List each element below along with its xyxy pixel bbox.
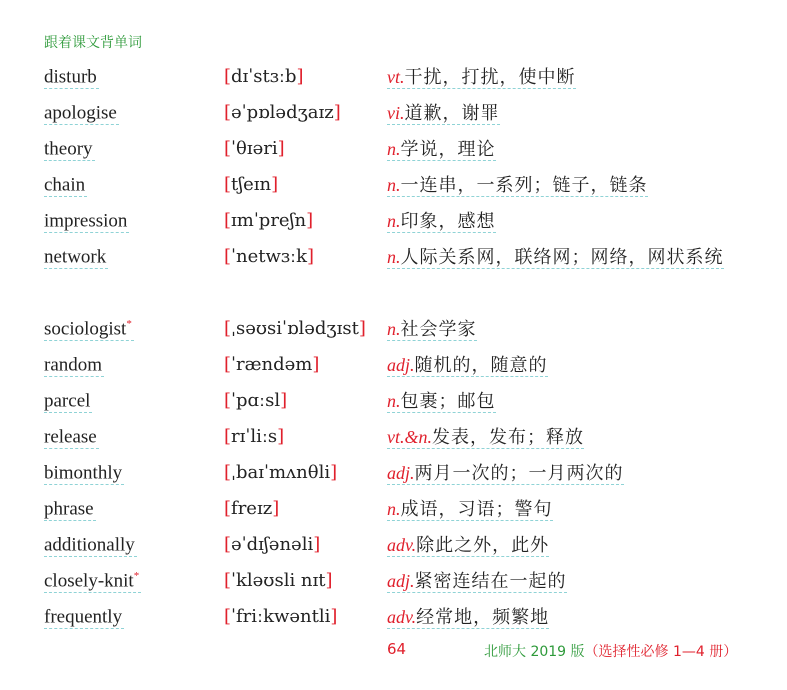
word: chain xyxy=(44,174,86,196)
word: bimonthly xyxy=(44,462,123,484)
word: release xyxy=(44,426,97,448)
vocab-row xyxy=(0,348,787,384)
phonetic: [ˈnetwɜːk] xyxy=(224,246,315,267)
vocab-row xyxy=(0,456,787,492)
phonetic: [ˈkləʊsli nɪt] xyxy=(224,570,333,591)
word: theory xyxy=(44,138,93,160)
definition: adj.两月一次的；一月两次的 xyxy=(387,463,624,484)
phonetic: [ˈrændəm] xyxy=(224,354,320,375)
word: disturb xyxy=(44,66,97,88)
phonetic: [əˈdɪʃənəli] xyxy=(224,534,321,555)
word: sociologist* xyxy=(44,318,132,340)
vocab-row xyxy=(0,528,787,564)
word: impression xyxy=(44,210,128,232)
phonetic: [ɪmˈpreʃn] xyxy=(224,210,314,231)
word: network xyxy=(44,246,107,268)
vocab-row xyxy=(0,564,787,600)
vocab-row xyxy=(0,60,787,96)
phonetic: [ˈpɑːsl] xyxy=(224,390,288,411)
definition: adj.随机的，随意的 xyxy=(387,355,548,376)
definition: vi.道歉，谢罪 xyxy=(387,103,500,124)
vocab-row xyxy=(0,204,787,240)
phonetic: [ˌsəʊsiˈɒlədʒɪst] xyxy=(224,318,366,339)
definition: n.成语，习语；警句 xyxy=(387,499,553,520)
definition: vt.&n.发表，发布；释放 xyxy=(387,427,584,448)
vocab-row xyxy=(0,384,787,420)
phonetic: [dɪˈstɜːb] xyxy=(224,66,304,87)
vocab-row xyxy=(0,600,787,636)
vocab-row xyxy=(0,168,787,204)
phonetic: [əˈpɒlədʒaɪz] xyxy=(224,102,341,123)
vocab-row xyxy=(0,492,787,528)
word: phrase xyxy=(44,498,94,520)
phonetic: [freɪz] xyxy=(224,498,280,519)
page-number: 64 xyxy=(387,640,407,658)
vocab-row xyxy=(0,96,787,132)
phonetic: [rɪˈliːs] xyxy=(224,426,285,447)
word: frequently xyxy=(44,606,123,628)
definition: adv.经常地，频繁地 xyxy=(387,607,550,628)
definition: vt.干扰，打扰，使中断 xyxy=(387,67,576,88)
section-title: 跟着课文背单词 xyxy=(44,35,142,51)
definition: n.一连串，一系列；链子，链条 xyxy=(387,175,648,196)
phonetic: [ˈθɪəri] xyxy=(224,138,285,159)
definition: n.人际关系网，联络网；网络，网状系统 xyxy=(387,247,724,268)
book-edition: 北师大 2019 版（选择性必修 1—4 册） xyxy=(484,644,738,660)
word: apologise xyxy=(44,102,117,124)
word: random xyxy=(44,354,103,376)
definition: adj.紧密连结在一起的 xyxy=(387,571,567,592)
phonetic: [ˈfriːkwəntli] xyxy=(224,606,338,627)
word: additionally xyxy=(44,534,135,556)
vocab-row xyxy=(0,240,787,312)
word: parcel xyxy=(44,390,91,412)
vocab-row xyxy=(0,312,787,348)
definition: n.印象，感想 xyxy=(387,211,496,232)
vocabulary-list xyxy=(0,60,787,636)
definition: n.包裹；邮包 xyxy=(387,391,496,412)
definition: adv.除此之外，此外 xyxy=(387,535,550,556)
vocab-row xyxy=(0,420,787,456)
vocab-row xyxy=(0,132,787,168)
definition: n.社会学家 xyxy=(387,319,477,340)
phonetic: [tʃeɪn] xyxy=(224,174,279,195)
word: closely-knit* xyxy=(44,570,140,592)
definition: n.学说，理论 xyxy=(387,139,496,160)
phonetic: [ˌbaɪˈmʌnθli] xyxy=(224,462,338,483)
